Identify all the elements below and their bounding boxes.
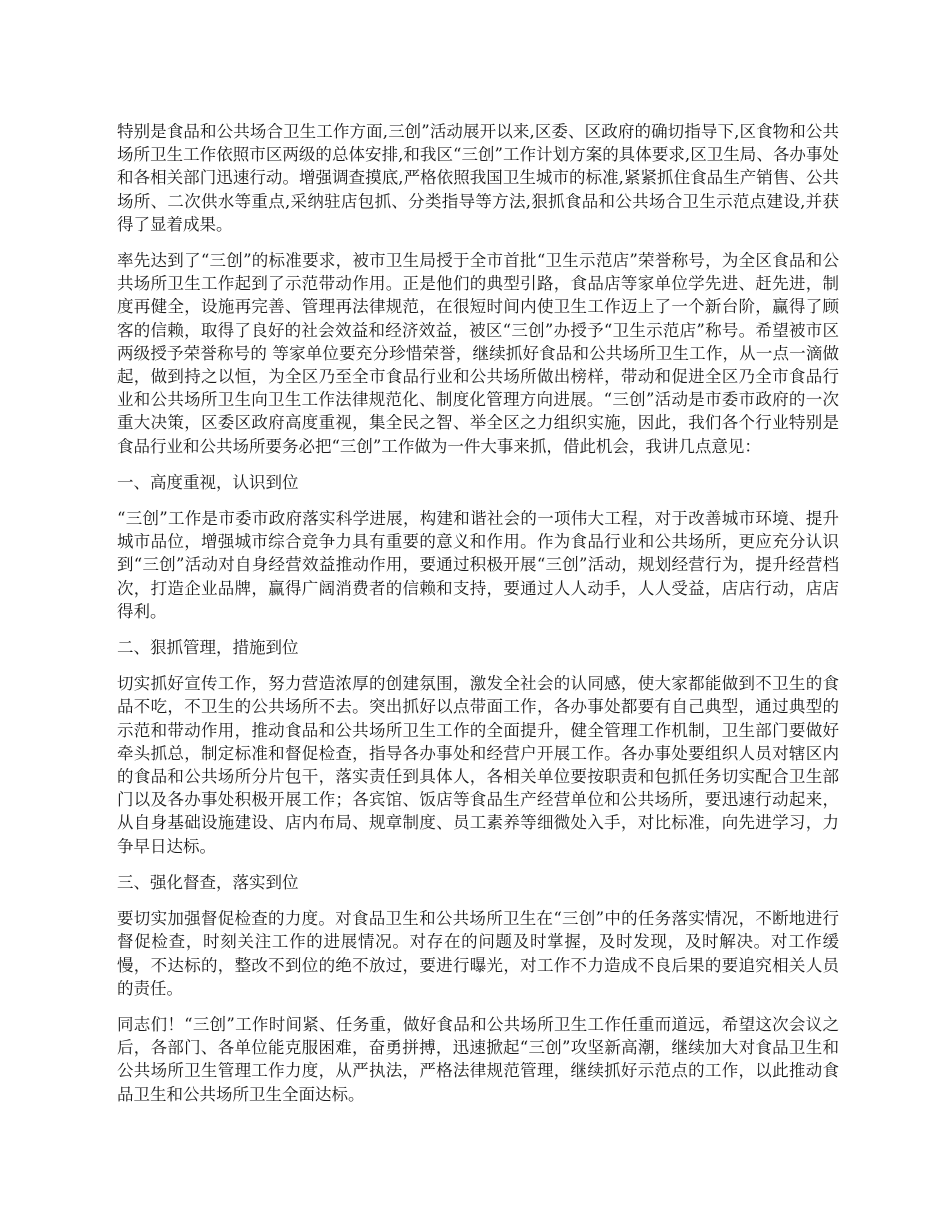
section-heading-3: 三、强化督查，落实到位 <box>117 872 299 892</box>
section-heading-2: 二、狠抓管理，措施到位 <box>117 638 299 658</box>
paragraph-demonstration-store: 率先达到了“三创”的标准要求，被市卫生局授于全市首批“卫生示范店”荣誉称号，为全区食品和公共场所卫生工作起到了示范带动作用。正是他们的典型引路，食品店等家单位学先进、赶先进，制度再健全，设施再完善、管理再法律规范，在很短时间内使卫生工作迈上了一个新台阶，赢得了顾客的信赖，取得了良好的社会效益和经济效益，被区“三创”办授予“卫生示范店”称号。希望被市区两级授予荣誉称号的 等家单位要充分珍惜荣誉，继续抓好食品和公共场所卫生工作，从一点一滴做起，做到持之以恒，为全区乃至全市食品行业和公共场所做出榜样，带动和促进全区乃全市食品行业和公共场所卫生向卫生工作法律规范化、制度化管理方向进展。“三创”活动是市委市政府的一次重大决策，区委区政府高度重视，集全民之智、举全区之力组织实施，因此，我们各个行业特别是食品行业和公共场所要务必把“三创”工作做为一件大事来抓，借此机会，我讲几点意见： <box>117 251 839 456</box>
paragraph-closing: 同志们！“三创”工作时间紧、任务重，做好食品和公共场所卫生工作任重而道远，希望这次会议之后，各部门、各单位能克服困难，奋勇拼搏，迅速掀起“三创”攻坚新高潮，继续加大对食品卫生和公共场所卫生管理工作力度，从严执法，严格法律规范管理，继续抓好示范点的工作，以此推动食品卫生和公共场所卫生全面达标。 <box>117 1014 839 1104</box>
section-heading-1: 一、高度重视，认识到位 <box>117 472 299 492</box>
paragraph-section-1: “三创”工作是市委市政府落实科学进展，构建和谐社会的一项伟大工程，对于改善城市环境、提升城市品位，增强城市综合竞争力具有重要的意义和作用。作为食品行业和公共场所，更应充分认识到“三创”活动对自身经营效益推动作用，要通过积极开展“三创”活动，规划经营行为，提升经营档次，打造企业品牌，赢得广阔消费者的信赖和支持，要通过人人动手，人人受益，店店行动，店店得利。 <box>117 509 839 621</box>
paragraph-intro: 特别是食品和公共场合卫生工作方面,三创”活动展开以来,区委、区政府的确切指导下,区食物和公共场所卫生工作依照市区两级的总体安排,和我区“三创”工作计划方案的具体要求,区卫生局、各办事处和各相关部门迅速行动。增强调查摸底,严格依照我国卫生城市的标准,紧紧抓住食品生产销售、公共场所、二次供水等重点,采纳驻店包抓、分类指导等方法,狠抓食品和公共场合卫生示范点建设,并获得了显着成果。 <box>117 122 839 234</box>
paragraph-section-3: 要切实加强督促检查的力度。对食品卫生和公共场所卫生在“三创”中的任务落实情况，不断地进行督促检查，时刻关注工作的进展情况。对存在的问题及时掌握，及时发现，及时解决。对工作缓慢，不达标的，整改不到位的绝不放过，要进行曝光，对工作不力造成不良后果的要追究相关人员的责任。 <box>117 909 839 998</box>
document-body <box>117 120 839 1119</box>
paragraph-section-2: 切实抓好宣传工作，努力营造浓厚的创建氛围，激发全社会的认同感，使大家都能做到不卫生的食品不吃，不卫生的公共场所不去。突出抓好以点带面工作，各办事处都要有自己典型，通过典型的示范和带动作用，推动食品和公共场所卫生工作的全面提升，健全管理工作机制，卫生部门要做好牵头抓总，制定标准和督促检查，指导各办事处和经营户开展工作。各办事处要组织人员对辖区内的食品和公共场所分片包干，落实责任到具体人，各相关单位要按职责和包抓任务切实配合卫生部门以及各办事处积极开展工作；各宾馆、饭店等食品生产经营单位和公共场所，要迅速行动起来，从自身基础设施建设、店内布局、规章制度、员工素养等细微处入手，对比标准，向先进学习，力争早日达标。 <box>117 674 839 856</box>
